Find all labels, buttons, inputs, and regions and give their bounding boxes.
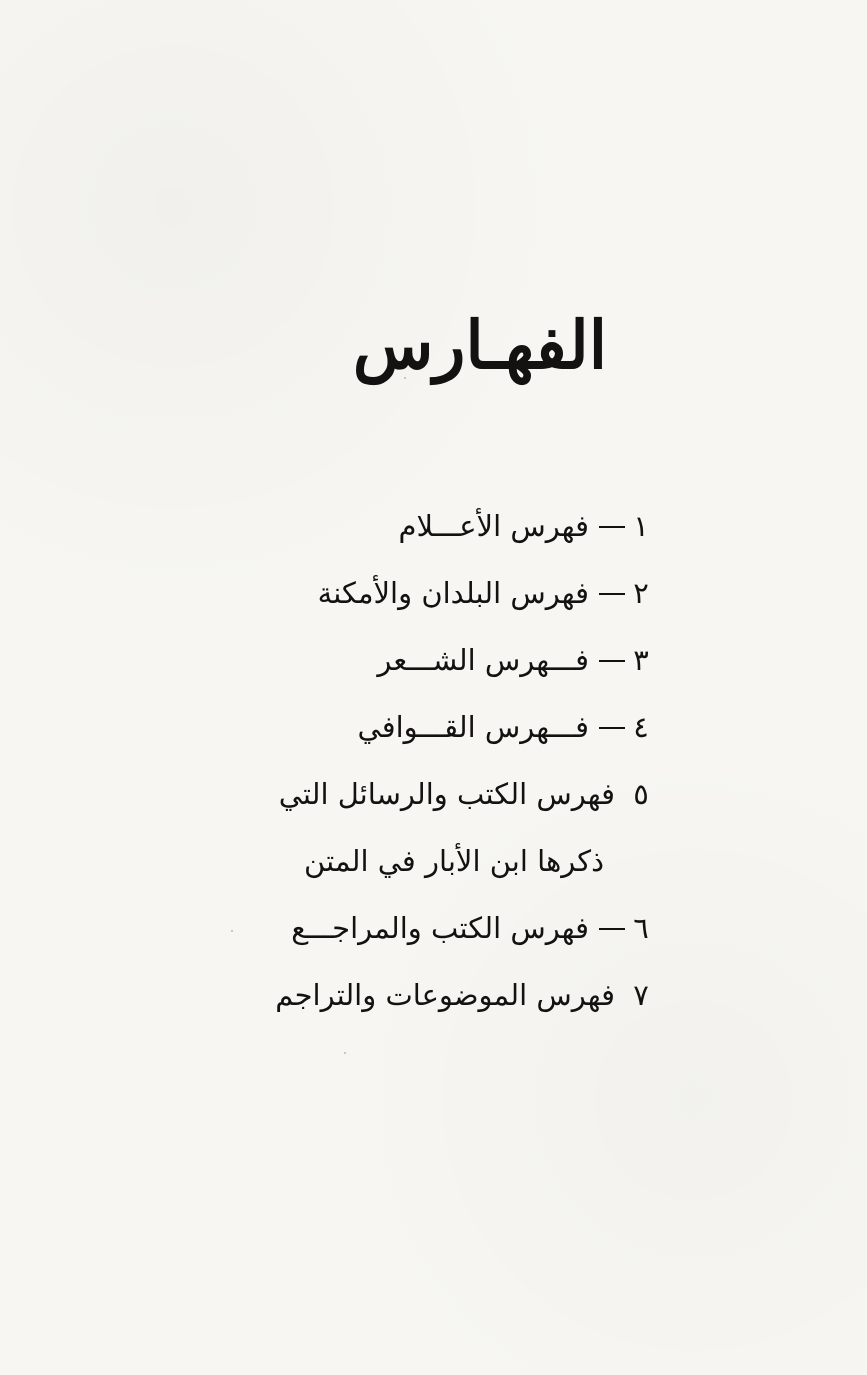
entry-number: ٢ <box>633 575 649 610</box>
index-entry-4 <box>290 693 650 760</box>
dash-separator <box>599 727 625 730</box>
entry-continuation-label: ذكرها ابن الأبار في المتن <box>304 843 604 878</box>
entry-number: ٦ <box>633 910 649 945</box>
page-title: الفهـارس <box>352 306 608 384</box>
index-entry-2 <box>290 559 650 626</box>
entry-number: ٧ <box>633 977 649 1012</box>
entry-label: فهرس الموضوعات والتراجم <box>275 977 615 1012</box>
entry-label: فهرس الكتب والمراجـــع <box>291 910 589 945</box>
index-entry-1 <box>290 492 650 559</box>
index-entry-6 <box>290 894 650 961</box>
dash-separator <box>599 526 625 529</box>
entry-number: ٥ <box>633 776 649 811</box>
entry-label: فـــهرس القـــوافي <box>357 709 589 744</box>
entry-number: ١ <box>633 508 649 543</box>
index-entry-3 <box>290 626 650 693</box>
entry-label: فهرس الكتب والرسائل التي <box>278 776 615 811</box>
entry-number: ٤ <box>633 709 649 744</box>
dash-separator <box>599 593 625 596</box>
paper-speck <box>344 1052 346 1054</box>
index-entry-5 <box>278 760 650 827</box>
dash-separator <box>599 660 625 663</box>
entry-label: فـــهرس الشـــعر <box>377 642 589 677</box>
paper-speck <box>231 930 233 932</box>
dash-separator <box>599 928 625 931</box>
index-entry-7 <box>275 961 650 1028</box>
entry-number: ٣ <box>633 642 649 677</box>
index-list <box>275 492 650 1028</box>
entry-label: فهرس البلدان والأمكنة <box>317 575 589 610</box>
paper-speck <box>404 377 406 379</box>
index-entry-5-continuation <box>290 827 650 894</box>
entry-label: فهرس الأعـــلام <box>398 508 589 543</box>
